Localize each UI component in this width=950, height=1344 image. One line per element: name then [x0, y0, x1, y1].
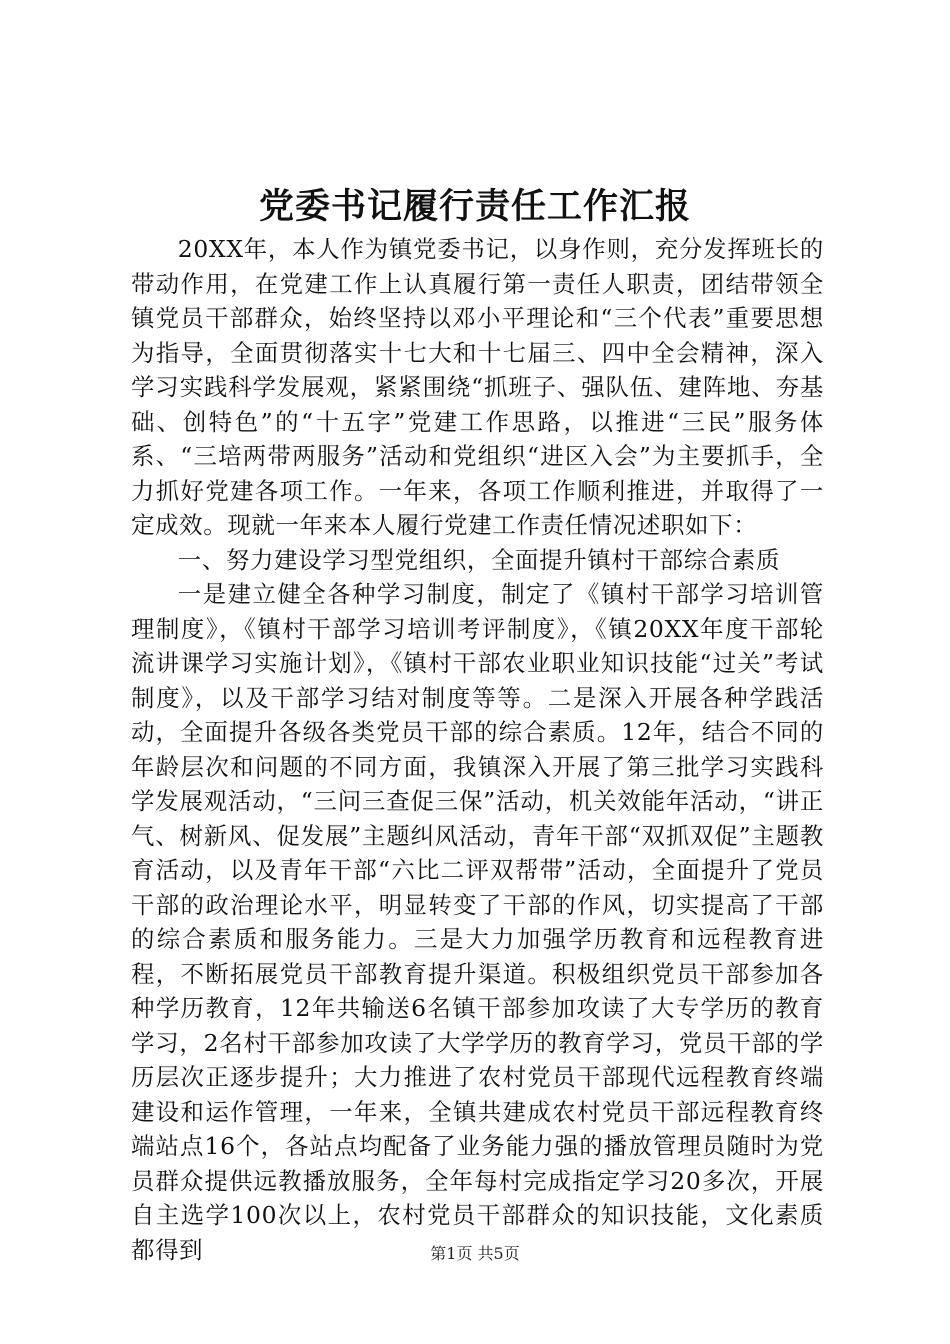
page-footer: 第1页 共5页 [430, 1244, 520, 1263]
section-paragraph: 一是建立健全各种学习制度，制定了《镇村干部学习培训管理制度》，《镇村干部学习培训考评制度》，《镇20XX年度干部轮流讲课学习实施计划》，《镇村干部农业职业知识技能“过关”考试制度》，以及干部学习结对制度等等。二是深入开展各种学践活动，全面提升各级各类党员干部的综合素质。12年，结合不同的年龄层次和问题的不同方面，我镇深入开展了第三批学习实践科学发展观活动，“三问三查促三保”活动，机关效能年活动，“讲正气、树新风、促发展”主题纠风活动，青年干部“双抓双促”主题教育活动，以及青年干部“六比二评双帮带”活动，全面提升了党员干部的政治理论水平，明显转变了干部的作风，切实提高了干部的综合素质和服务能力。三是大力加强学历教育和远程教育进程，不断拓展党员干部教育提升渠道。积极组织党员干部参加各种学历教育，12年共输送6名镇干部参加攻读了大专学历的教育学习，2名村干部参加攻读了大学学历的教育学习，党员干部的学历层次正逐步提升；大力推进了农村党员干部现代远程教育终端建设和运作管理，一年来，全镇共建成农村党员干部远程教育终端站点16个，各站点均配备了业务能力强的播放管理员随时为党员群众提供远教播放服务，全年每村完成指定学习20多次，开展自主选学100次以上，农村党员干部群众的知识技能，文化素质都得到 [131, 580, 824, 1264]
document-body [131, 232, 824, 1267]
intro-paragraph: 20XX年，本人作为镇党委书记，以身作则，充分发挥班长的带动作用，在党建工作上认真履行第一责任人职责，团结带领全镇党员干部群众，始终坚持以邓小平理论和“三个代表”重要思想为指导，全面贯彻落实十七大和十七届三、四中全会精神，深入学习实践科学发展观，紧紧围绕“抓班子、强队伍、建阵地、夯基础、创特色”的“十五字”党建工作思路，以推进“三民”服务体系、“三培两带两服务”活动和党组织“进区入会”为主要抓手，全力抓好党建各项工作。一年来，各项工作顺利推进，并取得了一定成效。现就一年来本人履行党建工作责任情况述职如下： [131, 235, 824, 539]
document-title: 党委书记履行责任工作汇报 [258, 186, 691, 227]
section-heading: 一、努力建设学习型党组织，全面提升镇村干部综合素质 [177, 545, 781, 574]
